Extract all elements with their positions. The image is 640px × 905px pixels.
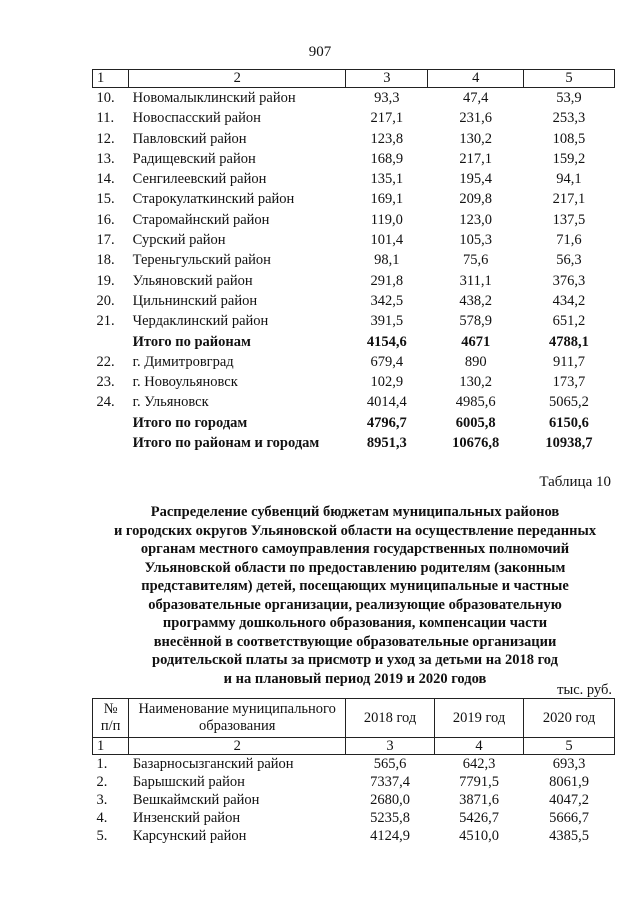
value-2019: 7791,5 <box>459 774 499 790</box>
table-row <box>93 392 615 412</box>
value-2019: 6005,8 <box>455 414 496 431</box>
header-2020: 2020 год <box>524 699 615 738</box>
municipality-name: Тереньгульский район <box>132 252 271 269</box>
value-2018: 342,5 <box>370 292 404 309</box>
table-row <box>93 129 615 149</box>
table-row <box>93 271 615 291</box>
value-2020: 217,1 <box>552 191 586 208</box>
table-row <box>93 189 615 209</box>
value-2019: 311,1 <box>459 272 492 289</box>
row-number: 2. <box>96 774 108 790</box>
header-cell: 5 <box>523 70 614 88</box>
header-cell: 1 <box>93 738 129 755</box>
value-2018: 8951,3 <box>366 435 407 452</box>
table-row <box>93 791 615 809</box>
row-number: 19. <box>96 272 115 289</box>
value-2020: 4788,1 <box>549 333 589 350</box>
value-2020: 6150,6 <box>549 414 589 431</box>
value-2020: 8061,9 <box>549 774 589 790</box>
table-row <box>93 755 615 774</box>
table-header-row <box>93 70 615 88</box>
municipality-name: Ульяновский район <box>132 272 253 289</box>
table-row <box>93 809 615 827</box>
table-row <box>93 108 615 128</box>
header-cell: 2 <box>129 738 346 755</box>
municipality-name: г. Ульяновск <box>132 394 209 411</box>
value-2019: 4510,0 <box>459 828 499 844</box>
value-2018: 135,1 <box>370 171 404 188</box>
municipality-name: Чердаклинский район <box>132 313 269 330</box>
page-number: 907 <box>308 44 332 60</box>
municipality-name: Итого по районам <box>132 333 251 350</box>
title-line: Ульяновской области по предоставлению родителям (законным <box>144 559 566 576</box>
value-2020: 71,6 <box>556 232 582 249</box>
table-column-headers <box>93 699 615 738</box>
value-2019: 123,0 <box>459 211 492 228</box>
municipality-name: Итого по городам <box>132 414 248 431</box>
row-number: 3. <box>96 792 108 808</box>
header-cell: 2 <box>129 70 346 88</box>
municipality-name: г. Димитровград <box>132 353 234 370</box>
value-2020: 5065,2 <box>549 394 589 411</box>
table-title <box>92 503 618 688</box>
title-line: внесённой в соответствующие образовательные организации <box>153 633 557 650</box>
value-2018: 169,1 <box>370 191 404 208</box>
value-2019: 130,2 <box>459 374 492 391</box>
municipality-name: Старокулаткинский район <box>132 191 295 208</box>
row-number: 12. <box>96 130 115 147</box>
subvention-table-continued <box>92 69 615 453</box>
value-2018: 123,8 <box>370 130 404 147</box>
table-row <box>93 332 615 352</box>
value-2019: 438,2 <box>459 292 492 309</box>
row-number: 13. <box>96 150 115 167</box>
table-row <box>93 372 615 392</box>
table-row <box>93 149 615 169</box>
value-2018: 4014,4 <box>366 394 407 411</box>
header-cell: 1 <box>93 70 129 88</box>
value-2020: 434,2 <box>552 292 586 309</box>
municipality-name: Базарносызганский район <box>132 756 294 772</box>
header-2019: 2019 год <box>435 699 524 738</box>
value-2018: 565,6 <box>373 756 407 772</box>
value-2018: 5235,8 <box>370 810 410 826</box>
table-row <box>93 413 615 433</box>
value-2018: 217,1 <box>370 110 404 127</box>
row-number: 21. <box>96 313 115 330</box>
row-number: 4. <box>96 810 108 826</box>
value-2019: 47,4 <box>463 90 489 106</box>
title-line: представителям) детей, посещающих муниципальные и частные <box>141 578 569 594</box>
municipality-name: Радищевский район <box>132 150 256 167</box>
value-2020: 376,3 <box>552 272 586 289</box>
value-2018: 4796,7 <box>366 414 407 431</box>
municipality-name: Вешкаймский район <box>132 792 260 808</box>
table-row <box>93 169 615 189</box>
value-2020: 56,3 <box>556 252 582 269</box>
title-line: органам местного самоуправления государственных полномочий <box>140 541 570 557</box>
table-row <box>93 230 615 250</box>
value-2018: 101,4 <box>370 232 404 249</box>
value-2019: 130,2 <box>459 130 492 147</box>
municipality-name: Сурский район <box>132 232 226 249</box>
municipality-name: Итого по районам и городам <box>132 435 320 452</box>
table-row <box>93 433 615 453</box>
municipality-name: Барышский район <box>132 774 245 790</box>
municipality-name: Карсунский район <box>132 828 247 844</box>
municipality-name: Цильнинский район <box>132 292 258 309</box>
municipality-name: Инзенский район <box>132 810 241 826</box>
table-label: Таблица 10 <box>539 474 611 490</box>
table-row <box>93 210 615 230</box>
value-2018: 4124,9 <box>370 828 410 844</box>
row-number: 22. <box>96 353 115 370</box>
subvention-table-10 <box>92 698 615 845</box>
title-line: программу дошкольного образования, компенсации части <box>162 615 548 631</box>
table-row <box>93 311 615 331</box>
units-label: тыс. руб. <box>557 682 612 698</box>
value-2019: 4671 <box>461 333 491 350</box>
value-2019: 75,6 <box>463 252 489 269</box>
municipality-name: Старомайнский район <box>132 211 270 228</box>
municipality-name: Сенгилеевский район <box>132 171 267 188</box>
value-2019: 231,6 <box>459 110 492 127</box>
value-2018: 291,8 <box>370 272 404 289</box>
value-2019: 3871,6 <box>459 792 499 808</box>
value-2019: 890 <box>464 353 487 370</box>
value-2018: 7337,4 <box>370 774 410 790</box>
row-number <box>93 413 129 433</box>
value-2020: 173,7 <box>552 374 586 391</box>
value-2018: 4154,6 <box>366 333 407 350</box>
value-2018: 98,1 <box>374 252 400 269</box>
row-number: 1. <box>96 756 108 772</box>
header-2018: 2018 год <box>346 699 435 738</box>
value-2018: 102,9 <box>370 374 404 391</box>
table-body <box>93 88 615 454</box>
title-line: Распределение субвенций бюджетам муниципальных районов <box>150 504 560 520</box>
value-2019: 5426,7 <box>459 810 499 826</box>
title-line: и городских округов Ульяновской области на осуществление переданных <box>113 522 597 539</box>
table-row <box>93 773 615 791</box>
value-2020: 53,9 <box>556 90 582 106</box>
municipality-name: Новомалыклинский район <box>132 90 296 106</box>
row-number: 14. <box>96 171 115 188</box>
value-2020: 651,2 <box>552 313 586 330</box>
header-cell: 3 <box>346 70 428 88</box>
value-2020: 4047,2 <box>549 792 589 808</box>
value-2018: 391,5 <box>370 313 404 330</box>
value-2018: 2680,0 <box>370 792 410 808</box>
row-number: 17. <box>96 232 115 249</box>
table-row <box>93 291 615 311</box>
table-row <box>93 352 615 372</box>
value-2018: 93,3 <box>374 90 400 106</box>
value-2019: 10676,8 <box>452 435 500 452</box>
value-2020: 253,3 <box>552 110 586 127</box>
value-2018: 168,9 <box>370 150 404 167</box>
municipality-name: Новоспасский район <box>132 110 261 127</box>
table-body <box>93 755 615 846</box>
header-cell: 4 <box>428 70 524 88</box>
municipality-name: г. Новоульяновск <box>132 374 238 391</box>
value-2020: 5666,7 <box>549 810 589 826</box>
row-number: 5. <box>96 828 108 844</box>
value-2020: 137,5 <box>552 211 586 228</box>
value-2018: 119,0 <box>370 211 403 228</box>
row-number: 18. <box>96 252 115 269</box>
header-cell: 3 <box>346 738 435 755</box>
value-2020: 108,5 <box>552 130 586 147</box>
row-number <box>93 433 129 453</box>
row-number: 10. <box>96 90 115 106</box>
title-line: родительской платы за присмотр и уход за детьми на 2018 год <box>152 652 558 668</box>
table-row <box>93 827 615 845</box>
row-number: 16. <box>96 211 115 228</box>
municipality-name: Павловский район <box>132 130 247 147</box>
value-2018: 679,4 <box>370 353 404 370</box>
header-number: № п/п <box>93 699 129 738</box>
title-line: образовательные организации, реализующие образовательную <box>148 596 562 613</box>
row-number: 24. <box>96 394 115 411</box>
value-2019: 642,3 <box>462 756 496 772</box>
value-2020: 911,7 <box>552 353 586 370</box>
header-cell: 4 <box>435 738 524 755</box>
row-number: 20. <box>96 292 115 309</box>
value-2019: 209,8 <box>459 191 492 208</box>
value-2020: 10938,7 <box>545 435 593 452</box>
row-number <box>93 332 129 352</box>
row-number: 11. <box>96 110 115 127</box>
value-2019: 578,9 <box>459 313 492 330</box>
title-line: и на плановый период 2019 и 2020 годов <box>223 670 487 687</box>
row-number: 23. <box>96 374 115 391</box>
value-2020: 94,1 <box>556 171 582 188</box>
value-2019: 105,3 <box>459 232 492 249</box>
value-2020: 4385,5 <box>549 828 589 844</box>
header-municipality: Наименование муниципального образования <box>129 699 346 738</box>
value-2019: 195,4 <box>459 171 492 188</box>
value-2020: 693,3 <box>552 756 586 772</box>
table-row <box>93 250 615 270</box>
table-row <box>93 88 615 109</box>
row-number: 15. <box>96 191 115 208</box>
column-number-row <box>93 738 615 755</box>
value-2020: 159,2 <box>552 150 586 167</box>
header-cell: 5 <box>524 738 615 755</box>
value-2019: 217,1 <box>459 150 492 167</box>
value-2019: 4985,6 <box>455 394 496 411</box>
